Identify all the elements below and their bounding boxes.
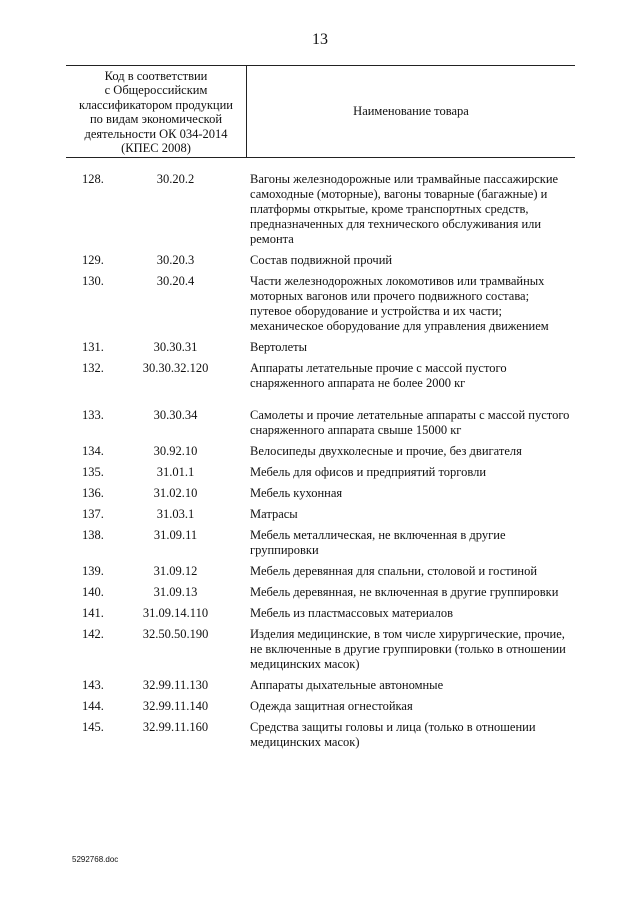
row-name: Велосипеды двухколесные и прочие, без двигателя (250, 444, 522, 458)
table-row (0, 564, 640, 579)
row-number: 135. (82, 465, 104, 479)
code-header-line: с Общероссийским (104, 83, 208, 98)
row-code: 31.09.11 (153, 528, 198, 542)
row-number: 144. (82, 699, 104, 713)
table-row (0, 172, 640, 247)
row-code: 32.50.50.190 (142, 627, 209, 641)
row-code: 30.20.3 (156, 253, 195, 267)
row-code: 30.92.10 (153, 444, 198, 458)
row-name: Матрасы (250, 507, 298, 521)
code-column-header (66, 69, 246, 155)
table-row (0, 361, 640, 391)
code-header-line: по видам экономической (89, 112, 223, 127)
row-number: 134. (82, 444, 104, 458)
table-row (0, 340, 640, 355)
row-code: 31.01.1 (156, 465, 195, 479)
table-row (0, 627, 640, 672)
row-code: 32.99.11.160 (142, 720, 209, 734)
row-code: 31.09.14.110 (142, 606, 209, 620)
row-number: 140. (82, 585, 104, 599)
row-name: Состав подвижной прочий (250, 253, 393, 267)
row-name: Аппараты дыхательные автономные (250, 678, 444, 692)
table-header (66, 65, 575, 158)
row-number: 137. (82, 507, 104, 521)
code-header-line: классификатором продукции (79, 97, 233, 112)
row-number: 129. (82, 253, 104, 267)
row-number: 136. (82, 486, 104, 500)
row-name: Самолеты и прочие летательные аппараты с массой пустого снаряженного аппарата свыше 15000 кг (250, 408, 570, 437)
row-code: 30.20.4 (156, 274, 195, 288)
table-row (0, 253, 640, 268)
row-code: 31.09.12 (153, 564, 198, 578)
name-column-header: Наименование товара (353, 104, 469, 118)
row-name: Вагоны железнодорожные или трамвайные пассажирские самоходные (моторные), вагоны товарные (багажные) и платформы открытые, кроме транспортных средств, предназначенных для технического обслуживания или ремонта (250, 172, 559, 246)
row-code: 30.20.2 (156, 172, 195, 186)
table-row (0, 274, 640, 334)
row-number: 130. (82, 274, 104, 288)
code-header-line: деятельности ОК 034-2014 (84, 126, 228, 141)
row-number: 132. (82, 361, 104, 375)
row-code: 30.30.31 (153, 340, 198, 354)
document-filename: 5292768.doc (72, 855, 119, 864)
row-number: 143. (82, 678, 104, 692)
row-name: Мебель металлическая, не включенная в другие группировки (250, 528, 506, 557)
page-number: 13 (312, 31, 328, 48)
code-header-line: Код в соответствии (104, 69, 208, 83)
row-name: Мебель деревянная для спальни, столовой и гостиной (250, 564, 538, 578)
code-header-line: (КПЕС 2008) (121, 141, 191, 156)
row-number: 133. (82, 408, 104, 422)
row-code: 31.02.10 (153, 486, 198, 500)
row-name: Аппараты летательные прочие с массой пустого снаряженного аппарата не более 2000 кг (250, 361, 507, 390)
row-code: 30.30.32.120 (142, 361, 209, 375)
row-name: Мебель из пластмассовых материалов (250, 606, 453, 620)
table-row (0, 507, 640, 522)
table-row (0, 465, 640, 480)
table-row (0, 699, 640, 714)
row-name: Мебель для офисов и предприятий торговли (250, 465, 487, 479)
row-name: Мебель кухонная (250, 486, 343, 500)
row-name: Вертолеты (250, 340, 308, 354)
table-row (0, 606, 640, 621)
table-row (0, 720, 640, 750)
row-number: 139. (82, 564, 104, 578)
row-name: Одежда защитная огнестойкая (250, 699, 413, 713)
row-number: 138. (82, 528, 104, 542)
row-number: 131. (82, 340, 104, 354)
row-number: 142. (82, 627, 104, 641)
row-code: 32.99.11.130 (142, 678, 209, 692)
row-name: Мебель деревянная, не включенная в другие группировки (250, 585, 559, 599)
table-body (0, 172, 640, 756)
row-number: 145. (82, 720, 104, 734)
table-row (0, 678, 640, 693)
row-code: 32.99.11.140 (142, 699, 209, 713)
row-name: Изделия медицинские, в том числе хирургические, прочие, не включенные в другие группировки (только в отношении медицинских масок) (250, 627, 566, 671)
table-row (0, 528, 640, 558)
table-row (0, 585, 640, 600)
table-row (0, 486, 640, 501)
row-code: 30.30.34 (153, 408, 198, 422)
row-code: 31.03.1 (156, 507, 195, 521)
table-row (0, 408, 640, 438)
row-number: 128. (82, 172, 104, 186)
row-name: Средства защиты головы и лица (только в отношении медицинских масок) (250, 720, 536, 749)
row-number: 141. (82, 606, 104, 620)
row-name: Части железнодорожных локомотивов или трамвайных моторных вагонов или прочего подвижного состава; путевое оборудование и устройства и их части; механическое оборудование для управления движением (250, 274, 549, 333)
table-row (0, 444, 640, 459)
row-code: 31.09.13 (153, 585, 198, 599)
